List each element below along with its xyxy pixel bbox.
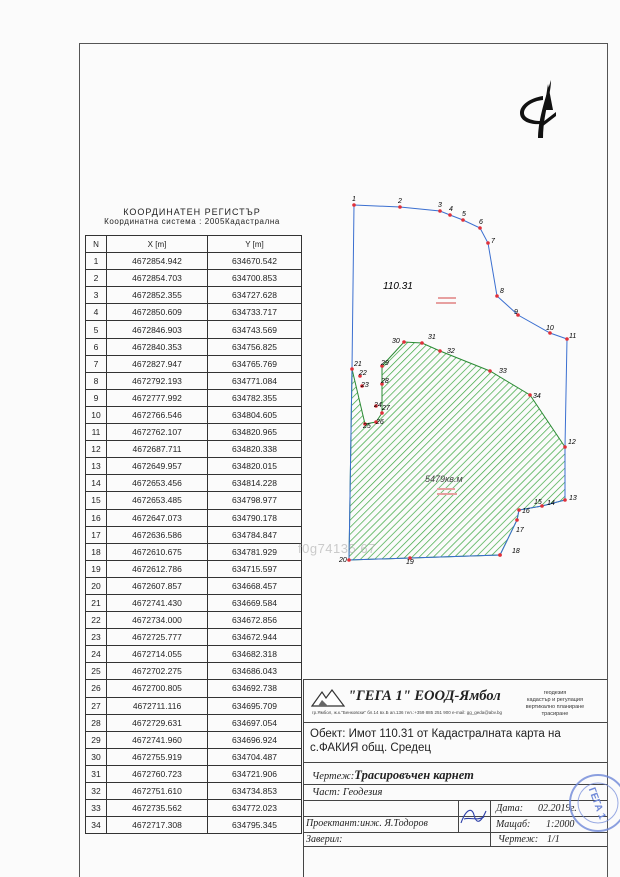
approved-label: Заверил:	[306, 834, 343, 845]
table-cell-y: 634781.929	[208, 543, 302, 560]
table-cell-y: 634782.355	[208, 389, 302, 406]
stamp-text: ГЕГА 1	[585, 786, 608, 821]
divider	[303, 816, 607, 817]
vertex-number: 6	[479, 219, 483, 226]
vertex-number: 16	[522, 508, 530, 515]
vertex-number: 21	[354, 361, 362, 368]
vertex-number: 28	[381, 378, 389, 385]
table-cell-y: 634721.906	[208, 765, 302, 782]
table-cell-n: 4	[86, 304, 107, 321]
vertex-point	[515, 518, 519, 522]
vertex-number: 27	[382, 405, 390, 412]
table-cell-x: 4672751.610	[107, 783, 208, 800]
vertex-point	[420, 341, 424, 345]
table-cell-x: 4672850.609	[107, 304, 208, 321]
table-cell-n: 6	[86, 338, 107, 355]
table-cell-y: 634697.054	[208, 714, 302, 731]
sheet-label: Чертеж:	[498, 834, 539, 845]
column-header-n: N	[86, 236, 107, 253]
object-line-2: с.ФАКИЯ общ. Средец	[310, 742, 431, 754]
divider	[303, 800, 607, 801]
vertex-number: 12	[568, 439, 576, 446]
scale-value: 1:2000	[546, 819, 575, 830]
vertex-point	[495, 294, 499, 298]
table-cell-x: 4672760.723	[107, 765, 208, 782]
table-cell-y: 634686.043	[208, 663, 302, 680]
column-header-y: Y [m]	[208, 236, 302, 253]
table-cell-n: 26	[86, 680, 107, 697]
object-line-1: Имот 110.31 от Кадастралната карта на	[348, 728, 561, 740]
table-cell-y: 634668.457	[208, 577, 302, 594]
watermark-text: f0g74135 67	[298, 541, 376, 556]
table-cell-x: 4672612.786	[107, 560, 208, 577]
vertex-number: 23	[361, 382, 369, 389]
table-cell-n: 25	[86, 663, 107, 680]
vertex-number: 11	[569, 333, 577, 340]
table-cell-x: 4672792.193	[107, 372, 208, 389]
table-cell-n: 3	[86, 287, 107, 304]
table-cell-x: 4672854.703	[107, 270, 208, 287]
vertex-number: 17	[516, 527, 524, 534]
vertex-number: 33	[499, 368, 507, 375]
company-name: "ГЕГА 1" ЕООД-Ямбол	[348, 688, 501, 704]
company-address: гр.Ямбол, ж.к."Бенковски" бл.14 вх.Б ап.136 тел.:+359 885 251 900 e-mail: gg_geda@abv.bg	[312, 710, 502, 715]
divider	[303, 722, 607, 723]
parcel-number-label: 110.31	[383, 281, 413, 292]
vertex-number: 9	[514, 309, 518, 316]
table-cell-n: 32	[86, 783, 107, 800]
table-cell-n: 34	[86, 817, 107, 834]
table-cell-x: 4672762.107	[107, 424, 208, 441]
vertex-point	[498, 553, 502, 557]
table-cell-n: 16	[86, 509, 107, 526]
designer-row	[306, 818, 428, 829]
vertex-number: 19	[406, 559, 414, 566]
table-cell-n: 29	[86, 731, 107, 748]
table-cell-x: 4672649.957	[107, 458, 208, 475]
table-cell-x: 4672607.857	[107, 577, 208, 594]
table-cell-n: 17	[86, 526, 107, 543]
table-cell-y: 634795.345	[208, 817, 302, 834]
table-cell-n: 2	[86, 270, 107, 287]
signature-scribble	[458, 803, 490, 831]
vertex-number: 30	[392, 338, 400, 345]
table-cell-y: 634772.023	[208, 800, 302, 817]
vertex-number: 1	[352, 196, 356, 203]
table-cell-x: 4672755.919	[107, 748, 208, 765]
vertex-number: 18	[512, 548, 520, 555]
vertex-number: 5	[462, 211, 466, 218]
tiny-red-note	[437, 488, 455, 490]
table-cell-y: 634704.487	[208, 748, 302, 765]
table-cell-n: 30	[86, 748, 107, 765]
vertex-number: 7	[491, 238, 495, 245]
table-cell-y: 634734.853	[208, 783, 302, 800]
divider	[490, 800, 491, 846]
table-cell-n: 22	[86, 612, 107, 629]
tiny-red-note	[438, 297, 456, 299]
table-cell-y: 634692.738	[208, 680, 302, 697]
tiny-red-note	[436, 302, 456, 304]
vertex-number: 14	[547, 500, 555, 507]
table-cell-y: 634670.542	[208, 253, 302, 270]
north-arrow-icon	[520, 80, 556, 138]
table-cell-x: 4672852.355	[107, 287, 208, 304]
date-label: Дата:	[496, 803, 524, 814]
table-cell-x: 4672735.562	[107, 800, 208, 817]
vertex-point	[438, 209, 442, 213]
table-cell-n: 13	[86, 458, 107, 475]
table-cell-y: 634765.769	[208, 355, 302, 372]
table-cell-y: 634669.584	[208, 594, 302, 611]
vertex-number: 22	[359, 370, 367, 377]
vertex-number: 34	[533, 393, 541, 400]
table-cell-n: 12	[86, 441, 107, 458]
divider	[303, 832, 607, 833]
table-cell-y: 634798.977	[208, 492, 302, 509]
vertex-point	[448, 213, 452, 217]
vertex-number: 20	[339, 557, 347, 564]
vertex-number: 15	[534, 499, 542, 506]
table-cell-x: 4672647.073	[107, 509, 208, 526]
table-cell-y: 634672.856	[208, 612, 302, 629]
divider	[303, 846, 607, 847]
object-description	[310, 727, 561, 755]
vertex-number: 32	[447, 348, 455, 355]
table-cell-n: 19	[86, 560, 107, 577]
table-cell-n: 18	[86, 543, 107, 560]
vertex-point	[528, 393, 532, 397]
part-row	[312, 787, 382, 798]
object-label: Обект:	[310, 728, 346, 740]
vertex-point	[478, 226, 482, 230]
vertex-number: 24	[374, 402, 382, 409]
company-logo-icon	[310, 688, 346, 708]
divider	[303, 762, 607, 763]
table-cell-y: 634804.605	[208, 406, 302, 423]
vertex-point	[563, 498, 567, 502]
vertex-number: 10	[546, 325, 554, 332]
vertex-number: 8	[500, 288, 504, 295]
vertex-point	[563, 445, 567, 449]
table-cell-n: 20	[86, 577, 107, 594]
table-cell-n: 11	[86, 424, 107, 441]
vertex-number: 31	[428, 334, 436, 341]
table-cell-n: 7	[86, 355, 107, 372]
hatched-area	[349, 342, 565, 560]
table-cell-x: 4672846.903	[107, 321, 208, 338]
table-cell-n: 24	[86, 646, 107, 663]
table-cell-n: 14	[86, 475, 107, 492]
table-cell-x: 4672653.456	[107, 475, 208, 492]
table-cell-y: 634715.597	[208, 560, 302, 577]
date-value: 02.2019г.	[538, 803, 577, 814]
table-cell-x: 4672741.430	[107, 594, 208, 611]
vertex-number: 13	[569, 495, 577, 502]
company-services: геодезия кадастър и регулация вертикално планиране трасиране	[525, 690, 585, 717]
table-cell-n: 23	[86, 629, 107, 646]
table-cell-x: 4672702.275	[107, 663, 208, 680]
table-cell-x: 4672636.586	[107, 526, 208, 543]
vertex-number: 25	[363, 423, 371, 430]
designer-label: Проектант:	[306, 818, 361, 829]
tiny-red-note	[437, 493, 457, 495]
table-cell-n: 1	[86, 253, 107, 270]
table-cell-x: 4672854.942	[107, 253, 208, 270]
vertex-point	[402, 340, 406, 344]
table-cell-y: 634820.015	[208, 458, 302, 475]
sheet-value: 1/1	[547, 834, 560, 845]
table-cell-y: 634695.709	[208, 697, 302, 714]
vertex-point	[486, 241, 490, 245]
table-cell-y: 634756.825	[208, 338, 302, 355]
table-cell-n: 31	[86, 765, 107, 782]
table-cell-x: 4672766.546	[107, 406, 208, 423]
table-cell-n: 8	[86, 372, 107, 389]
designer-value: инж. Я.Тодоров	[360, 818, 428, 829]
table-cell-y: 634733.717	[208, 304, 302, 321]
table-cell-n: 5	[86, 321, 107, 338]
table-cell-x: 4672610.675	[107, 543, 208, 560]
vertex-point	[517, 508, 521, 512]
table-cell-y: 634771.084	[208, 372, 302, 389]
table-cell-x: 4672700.805	[107, 680, 208, 697]
table-cell-y: 634696.924	[208, 731, 302, 748]
vertex-number: 2	[398, 198, 402, 205]
table-cell-n: 28	[86, 714, 107, 731]
drawing-type-row	[312, 768, 474, 783]
vertex-number: 29	[381, 360, 389, 367]
register-title: КООРДИНАТЕН РЕГИСТЪР	[123, 207, 261, 217]
table-cell-n: 21	[86, 594, 107, 611]
table-cell-y: 634814.228	[208, 475, 302, 492]
table-cell-x: 4672827.947	[107, 355, 208, 372]
table-cell-x: 4672711.116	[107, 697, 208, 714]
part-value: Геодезия	[342, 787, 383, 798]
drawing-value: Трасировъчен карнет	[354, 768, 474, 782]
table-cell-x: 4672714.055	[107, 646, 208, 663]
vertex-number: 26	[376, 419, 384, 426]
register-subtitle: Координатна система : 2005Кадастрална	[104, 217, 280, 226]
table-cell-x: 4672840.353	[107, 338, 208, 355]
drawing-label: Чертеж:	[312, 771, 355, 782]
table-cell-n: 15	[86, 492, 107, 509]
table-cell-y: 634784.847	[208, 526, 302, 543]
vertex-point	[347, 558, 351, 562]
table-cell-y: 634743.569	[208, 321, 302, 338]
table-cell-x: 4672653.485	[107, 492, 208, 509]
table-cell-y: 634682.318	[208, 646, 302, 663]
table-cell-y: 634727.628	[208, 287, 302, 304]
company-stamp-icon	[566, 765, 620, 835]
vertex-number: 3	[438, 202, 442, 209]
column-header-x: X [m]	[107, 236, 208, 253]
table-cell-x: 4672734.000	[107, 612, 208, 629]
table-cell-n: 9	[86, 389, 107, 406]
vertex-point	[352, 203, 356, 207]
table-cell-n: 27	[86, 697, 107, 714]
table-cell-y: 634790.178	[208, 509, 302, 526]
scale-label: Мащаб:	[496, 819, 531, 830]
table-cell-x: 4672777.992	[107, 389, 208, 406]
vertex-point	[398, 205, 402, 209]
table-cell-x: 4672687.711	[107, 441, 208, 458]
table-cell-x: 4672741.960	[107, 731, 208, 748]
divider	[303, 784, 607, 785]
table-cell-x: 4672717.308	[107, 817, 208, 834]
vertex-number: 4	[449, 206, 453, 213]
table-cell-y: 634820.338	[208, 441, 302, 458]
part-label: Част:	[312, 787, 341, 798]
vertex-point	[461, 218, 465, 222]
table-cell-y: 634700.853	[208, 270, 302, 287]
table-cell-y: 634820.965	[208, 424, 302, 441]
table-cell-x: 4672729.631	[107, 714, 208, 731]
table-cell-n: 33	[86, 800, 107, 817]
vertex-point	[438, 349, 442, 353]
area-label: 5479кв.м	[425, 474, 463, 484]
table-cell-y: 634672.944	[208, 629, 302, 646]
vertex-point	[488, 369, 492, 373]
table-cell-x: 4672725.777	[107, 629, 208, 646]
table-cell-n: 10	[86, 406, 107, 423]
